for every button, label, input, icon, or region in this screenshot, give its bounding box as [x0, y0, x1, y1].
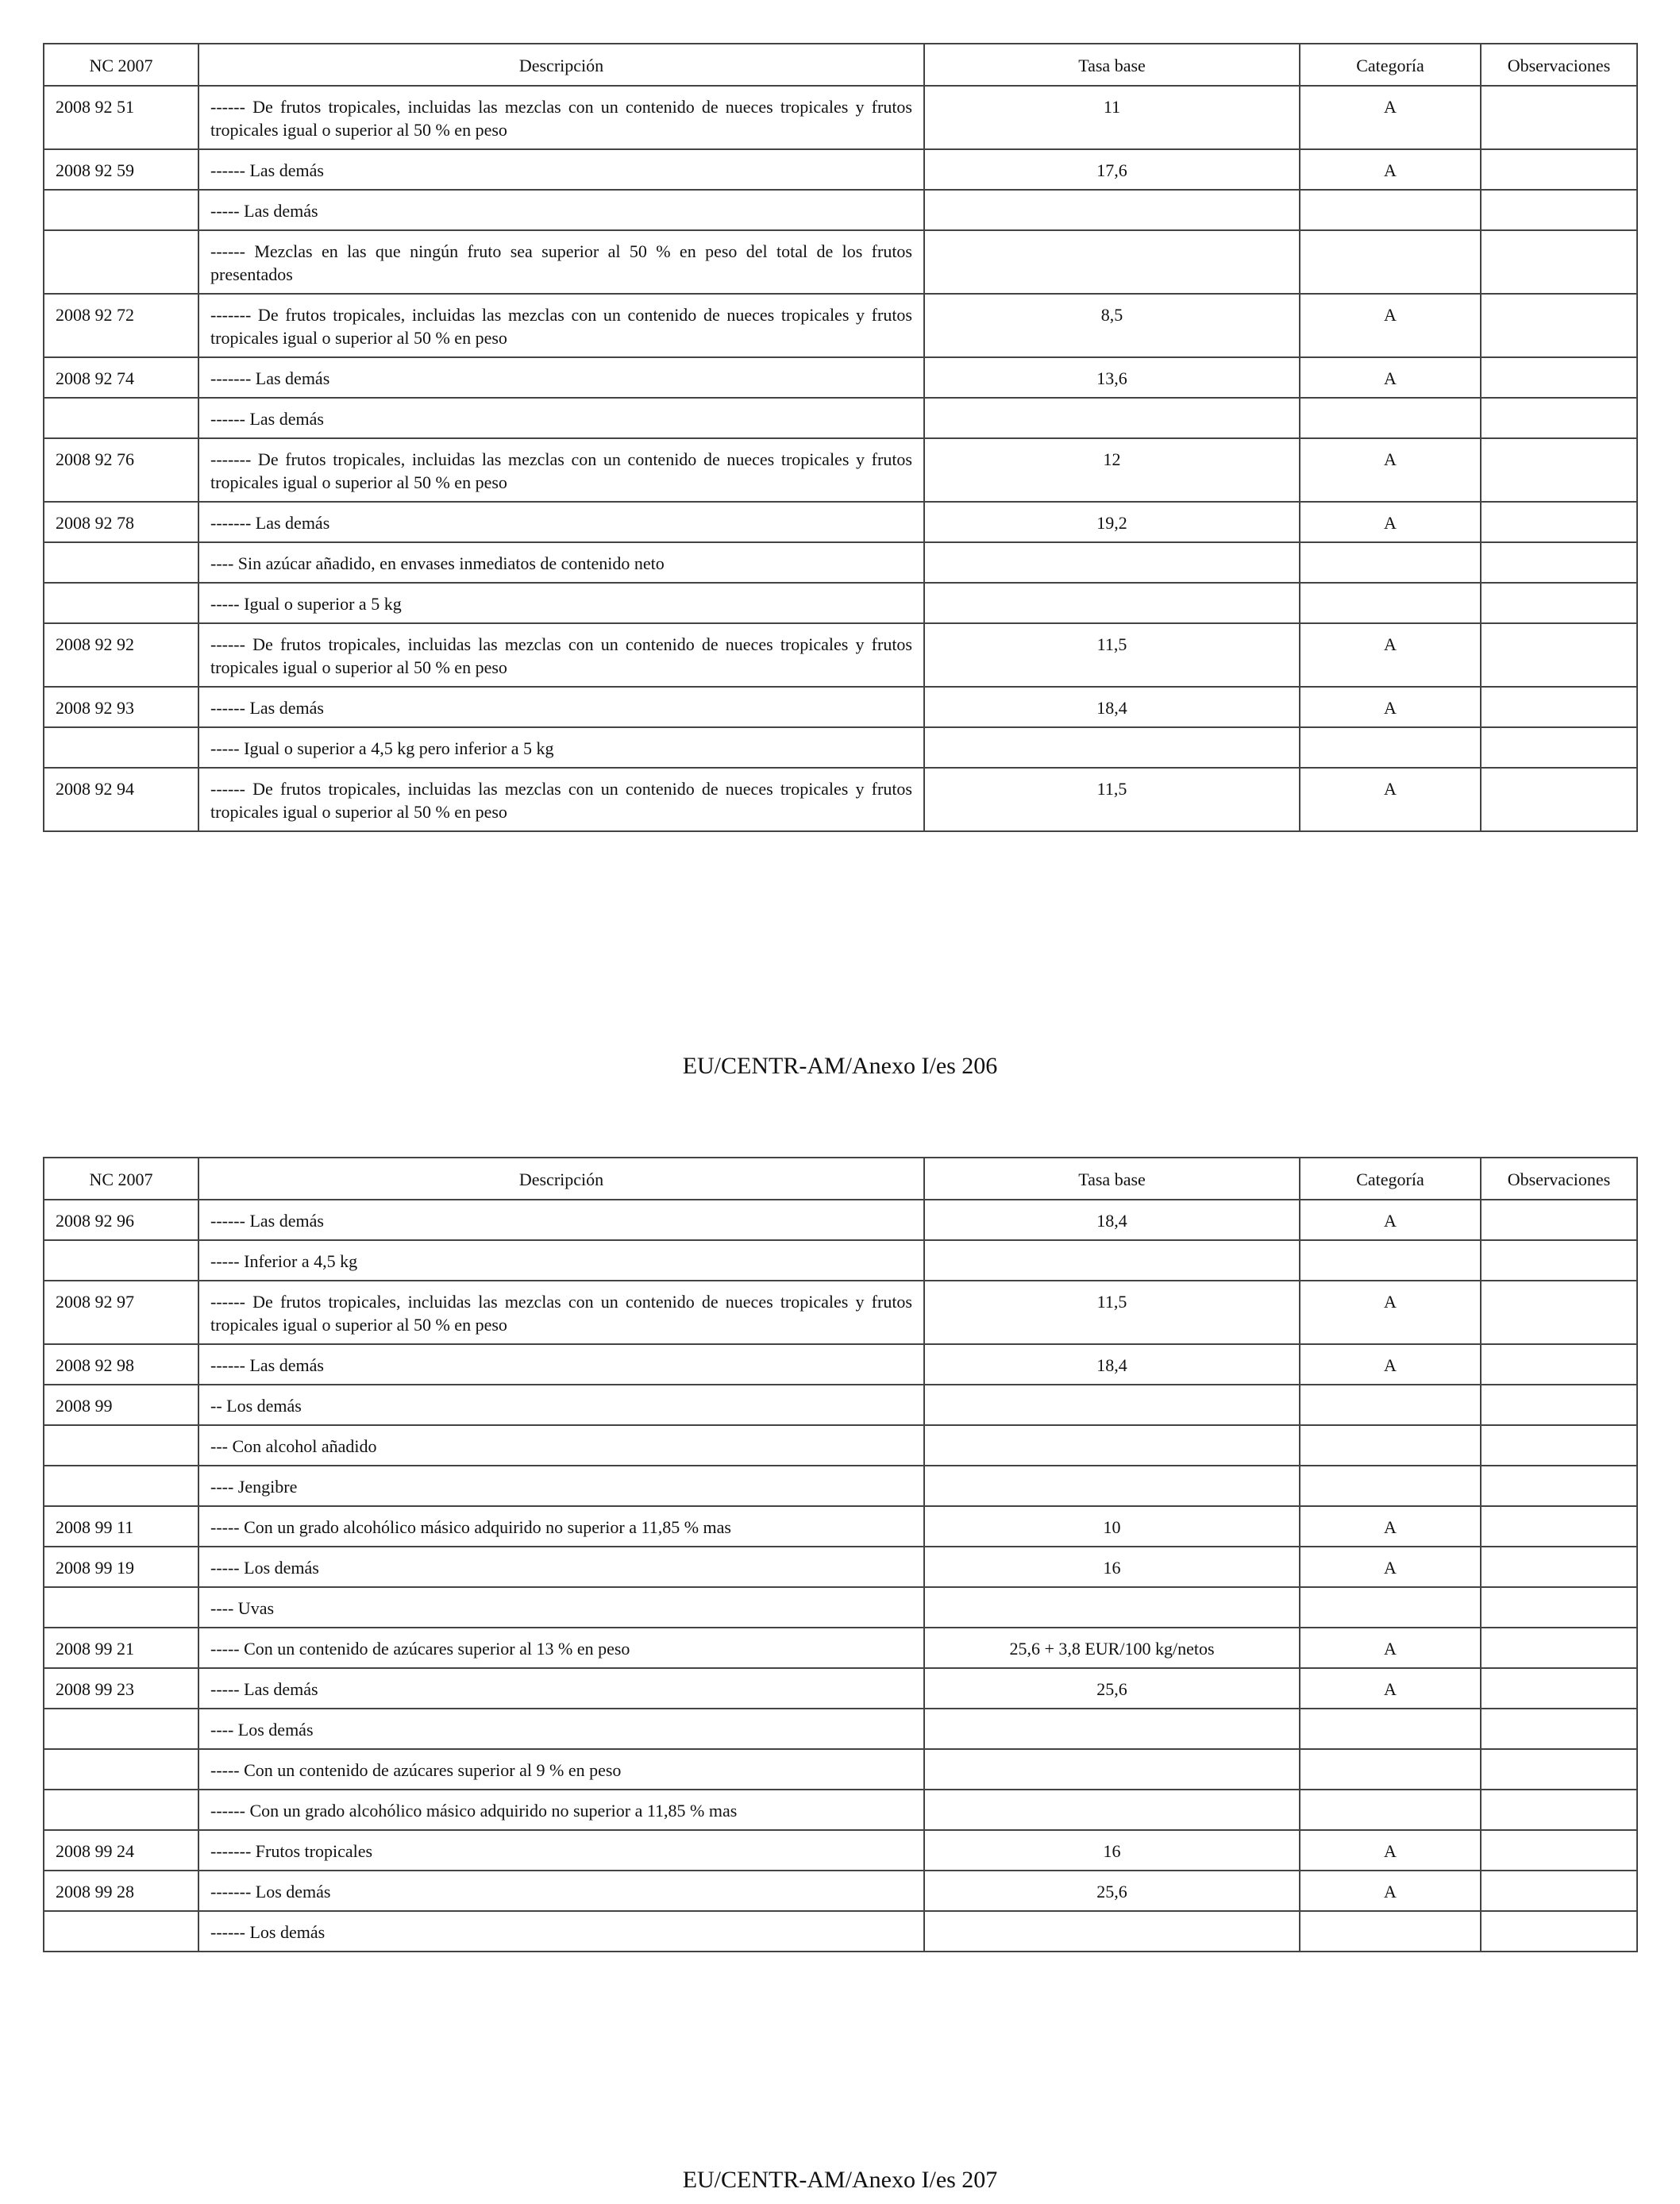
description-cell: ------ Las demás [198, 687, 924, 727]
table-row [44, 768, 1637, 831]
nc-code-cell: 2008 92 94 [44, 768, 198, 831]
table-row [44, 1385, 1637, 1425]
observations-cell [1481, 1466, 1637, 1506]
category-cell [1300, 230, 1481, 294]
observations-cell [1481, 1911, 1637, 1952]
base-rate-cell [924, 727, 1300, 768]
nc-code-cell: 2008 92 51 [44, 86, 198, 149]
category-cell: A [1300, 1830, 1481, 1871]
category-cell [1300, 542, 1481, 583]
category-cell: A [1300, 438, 1481, 502]
observations-cell [1481, 1790, 1637, 1830]
base-rate-cell [924, 1587, 1300, 1628]
nc-code-cell: 2008 99 28 [44, 1871, 198, 1911]
category-cell [1300, 1911, 1481, 1952]
nc-code-cell: 2008 99 21 [44, 1628, 198, 1668]
nc-code-cell: 2008 99 11 [44, 1506, 198, 1547]
observations-cell [1481, 1281, 1637, 1344]
table-row [44, 230, 1637, 294]
category-cell [1300, 583, 1481, 623]
category-cell [1300, 727, 1481, 768]
nc-code-cell: 2008 92 59 [44, 149, 198, 190]
observations-cell [1481, 687, 1637, 727]
description-cell: ------ De frutos tropicales, incluidas las mezclas con un contenido de nueces tropicales y frutos tropicales igual o superior al 50 % en peso [198, 86, 924, 149]
nc-code-cell [44, 542, 198, 583]
table-body [44, 1200, 1637, 1952]
header-observaciones: Observaciones [1481, 1158, 1637, 1200]
table-row [44, 727, 1637, 768]
description-cell: ------- Las demás [198, 357, 924, 398]
observations-cell [1481, 149, 1637, 190]
nc-code-cell: 2008 92 72 [44, 294, 198, 357]
base-rate-cell [924, 1240, 1300, 1281]
description-cell: ------ De frutos tropicales, incluidas las mezclas con un contenido de nueces tropicales y frutos tropicales igual o superior al 50 % en peso [198, 768, 924, 831]
base-rate-cell: 12 [924, 438, 1300, 502]
base-rate-cell [924, 190, 1300, 230]
observations-cell [1481, 1547, 1637, 1587]
category-cell: A [1300, 86, 1481, 149]
table-row [44, 398, 1637, 438]
nc-code-cell [44, 398, 198, 438]
category-cell: A [1300, 1281, 1481, 1344]
table-row [44, 1668, 1637, 1709]
description-cell: ------ De frutos tropicales, incluidas las mezclas con un contenido de nueces tropicales y frutos tropicales igual o superior al 50 % en peso [198, 623, 924, 687]
table-row [44, 1200, 1637, 1240]
description-cell: ------ Las demás [198, 149, 924, 190]
category-cell [1300, 1240, 1481, 1281]
base-rate-cell: 25,6 [924, 1871, 1300, 1911]
category-cell [1300, 398, 1481, 438]
base-rate-cell: 13,6 [924, 357, 1300, 398]
base-rate-cell [924, 230, 1300, 294]
category-cell [1300, 1587, 1481, 1628]
category-cell: A [1300, 687, 1481, 727]
observations-cell [1481, 1871, 1637, 1911]
observations-cell [1481, 1200, 1637, 1240]
base-rate-cell [924, 398, 1300, 438]
base-rate-cell [924, 583, 1300, 623]
table-body [44, 86, 1637, 831]
base-rate-cell [924, 1709, 1300, 1749]
table-row [44, 438, 1637, 502]
table-row [44, 502, 1637, 542]
category-cell [1300, 1709, 1481, 1749]
base-rate-cell [924, 542, 1300, 583]
nc-code-cell: 2008 92 78 [44, 502, 198, 542]
base-rate-cell [924, 1749, 1300, 1790]
observations-cell [1481, 294, 1637, 357]
base-rate-cell: 18,4 [924, 1344, 1300, 1385]
header-categoria: Categoría [1300, 44, 1481, 86]
category-cell: A [1300, 1344, 1481, 1385]
header-nc-2007: NC 2007 [44, 44, 198, 86]
description-cell: ------ Con un grado alcohólico másico adquirido no superior a 11,85 % mas [198, 1790, 924, 1830]
nc-code-cell [44, 1466, 198, 1506]
table-row [44, 687, 1637, 727]
nc-code-cell: 2008 99 23 [44, 1668, 198, 1709]
base-rate-cell: 17,6 [924, 149, 1300, 190]
observations-cell [1481, 1506, 1637, 1547]
category-cell: A [1300, 1506, 1481, 1547]
observations-cell [1481, 1830, 1637, 1871]
description-cell: ------- Las demás [198, 502, 924, 542]
table-row [44, 1425, 1637, 1466]
table-header-row [44, 44, 1637, 86]
description-cell: ----- Con un grado alcohólico másico adquirido no superior a 11,85 % mas [198, 1506, 924, 1547]
observations-cell [1481, 1709, 1637, 1749]
description-cell: ------ Los demás [198, 1911, 924, 1952]
table-row [44, 1911, 1637, 1952]
tariff-table-page-207 [43, 1157, 1638, 1952]
observations-cell [1481, 1344, 1637, 1385]
description-cell: ------- De frutos tropicales, incluidas las mezclas con un contenido de nueces tropicales y frutos tropicales igual o superior al 50 % en peso [198, 294, 924, 357]
table-header-row [44, 1158, 1637, 1200]
description-cell: ------ Las demás [198, 398, 924, 438]
base-rate-cell: 8,5 [924, 294, 1300, 357]
description-cell: -- Los demás [198, 1385, 924, 1425]
description-cell: ---- Sin azúcar añadido, en envases inmediatos de contenido neto [198, 542, 924, 583]
description-cell: ------- De frutos tropicales, incluidas las mezclas con un contenido de nueces tropicales y frutos tropicales igual o superior al 50 % en peso [198, 438, 924, 502]
nc-code-cell [44, 1911, 198, 1952]
table-row [44, 1871, 1637, 1911]
header-observaciones: Observaciones [1481, 44, 1637, 86]
base-rate-cell: 16 [924, 1830, 1300, 1871]
page-footer: EU/CENTR-AM/Anexo I/es 206 [682, 1053, 998, 1079]
description-cell: ------ Mezclas en las que ningún fruto sea superior al 50 % en peso del total de los frutos presentados [198, 230, 924, 294]
category-cell: A [1300, 294, 1481, 357]
description-cell: ----- Los demás [198, 1547, 924, 1587]
observations-cell [1481, 768, 1637, 831]
base-rate-cell: 18,4 [924, 687, 1300, 727]
description-cell: ------- Los demás [198, 1871, 924, 1911]
category-cell: A [1300, 357, 1481, 398]
observations-cell [1481, 583, 1637, 623]
description-cell: ----- Con un contenido de azúcares superior al 13 % en peso [198, 1628, 924, 1668]
base-rate-cell: 11,5 [924, 768, 1300, 831]
table-row [44, 149, 1637, 190]
nc-code-cell: 2008 92 74 [44, 357, 198, 398]
base-rate-cell: 11,5 [924, 1281, 1300, 1344]
base-rate-cell [924, 1466, 1300, 1506]
observations-cell [1481, 1749, 1637, 1790]
header-tasa-base: Tasa base [924, 1158, 1300, 1200]
observations-cell [1481, 1668, 1637, 1709]
category-cell [1300, 1790, 1481, 1830]
nc-code-cell: 2008 99 19 [44, 1547, 198, 1587]
nc-code-cell: 2008 99 24 [44, 1830, 198, 1871]
table-row [44, 1281, 1637, 1344]
tariff-table-page-206 [43, 43, 1638, 832]
base-rate-cell: 11 [924, 86, 1300, 149]
table-row [44, 1466, 1637, 1506]
observations-cell [1481, 190, 1637, 230]
nc-code-cell: 2008 92 76 [44, 438, 198, 502]
header-descripcion: Descripción [198, 1158, 924, 1200]
table-row [44, 1506, 1637, 1547]
observations-cell [1481, 1587, 1637, 1628]
page-footer: EU/CENTR-AM/Anexo I/es 207 [682, 2167, 998, 2193]
observations-cell [1481, 623, 1637, 687]
category-cell: A [1300, 1668, 1481, 1709]
base-rate-cell [924, 1385, 1300, 1425]
nc-code-cell [44, 1240, 198, 1281]
table-row [44, 542, 1637, 583]
base-rate-cell: 19,2 [924, 502, 1300, 542]
observations-cell [1481, 1425, 1637, 1466]
description-cell: ------ Las demás [198, 1344, 924, 1385]
category-cell: A [1300, 149, 1481, 190]
table-row [44, 86, 1637, 149]
base-rate-cell: 10 [924, 1506, 1300, 1547]
base-rate-cell: 25,6 [924, 1668, 1300, 1709]
table-row [44, 1240, 1637, 1281]
observations-cell [1481, 502, 1637, 542]
table-row [44, 1709, 1637, 1749]
header-descripcion: Descripción [198, 44, 924, 86]
base-rate-cell: 18,4 [924, 1200, 1300, 1240]
table-row [44, 294, 1637, 357]
description-cell: ------ Las demás [198, 1200, 924, 1240]
description-cell: --- Con alcohol añadido [198, 1425, 924, 1466]
nc-code-cell [44, 1790, 198, 1830]
table-row [44, 357, 1637, 398]
observations-cell [1481, 398, 1637, 438]
base-rate-cell [924, 1790, 1300, 1830]
observations-cell [1481, 86, 1637, 149]
observations-cell [1481, 1628, 1637, 1668]
description-cell: ----- Las demás [198, 190, 924, 230]
description-cell: ------- Frutos tropicales [198, 1830, 924, 1871]
description-cell: ---- Uvas [198, 1587, 924, 1628]
category-cell: A [1300, 1871, 1481, 1911]
observations-cell [1481, 438, 1637, 502]
nc-code-cell: 2008 92 93 [44, 687, 198, 727]
nc-code-cell: 2008 92 96 [44, 1200, 198, 1240]
base-rate-cell [924, 1911, 1300, 1952]
nc-code-cell [44, 583, 198, 623]
description-cell: ------ De frutos tropicales, incluidas las mezclas con un contenido de nueces tropicales y frutos tropicales igual o superior al 50 % en peso [198, 1281, 924, 1344]
header-nc-2007: NC 2007 [44, 1158, 198, 1200]
table-row [44, 623, 1637, 687]
base-rate-cell [924, 1425, 1300, 1466]
category-cell [1300, 1749, 1481, 1790]
table-row [44, 1344, 1637, 1385]
nc-code-cell [44, 1587, 198, 1628]
description-cell: ---- Los demás [198, 1709, 924, 1749]
category-cell: A [1300, 768, 1481, 831]
category-cell: A [1300, 623, 1481, 687]
description-cell: ----- Igual o superior a 5 kg [198, 583, 924, 623]
category-cell [1300, 1425, 1481, 1466]
nc-code-cell: 2008 92 92 [44, 623, 198, 687]
nc-code-cell: 2008 99 [44, 1385, 198, 1425]
table-row [44, 1749, 1637, 1790]
description-cell: ----- Igual o superior a 4,5 kg pero inferior a 5 kg [198, 727, 924, 768]
base-rate-cell: 11,5 [924, 623, 1300, 687]
table-row [44, 1790, 1637, 1830]
nc-code-cell [44, 1425, 198, 1466]
nc-code-cell [44, 727, 198, 768]
nc-code-cell [44, 1749, 198, 1790]
base-rate-cell: 16 [924, 1547, 1300, 1587]
description-cell: ---- Jengibre [198, 1466, 924, 1506]
category-cell [1300, 190, 1481, 230]
table-row [44, 190, 1637, 230]
description-cell: ----- Inferior a 4,5 kg [198, 1240, 924, 1281]
table-row [44, 1587, 1637, 1628]
description-cell: ----- Con un contenido de azúcares superior al 9 % en peso [198, 1749, 924, 1790]
category-cell: A [1300, 1547, 1481, 1587]
header-categoria: Categoría [1300, 1158, 1481, 1200]
header-tasa-base: Tasa base [924, 44, 1300, 86]
observations-cell [1481, 1385, 1637, 1425]
observations-cell [1481, 357, 1637, 398]
nc-code-cell [44, 1709, 198, 1749]
table-row [44, 1547, 1637, 1587]
nc-code-cell: 2008 92 98 [44, 1344, 198, 1385]
category-cell [1300, 1385, 1481, 1425]
nc-code-cell: 2008 92 97 [44, 1281, 198, 1344]
table-row [44, 583, 1637, 623]
category-cell: A [1300, 1200, 1481, 1240]
observations-cell [1481, 230, 1637, 294]
description-cell: ----- Las demás [198, 1668, 924, 1709]
table-row [44, 1830, 1637, 1871]
category-cell [1300, 1466, 1481, 1506]
table-row [44, 1628, 1637, 1668]
nc-code-cell [44, 230, 198, 294]
observations-cell [1481, 1240, 1637, 1281]
category-cell: A [1300, 502, 1481, 542]
base-rate-cell: 25,6 + 3,8 EUR/100 kg/netos [924, 1628, 1300, 1668]
observations-cell [1481, 727, 1637, 768]
category-cell: A [1300, 1628, 1481, 1668]
observations-cell [1481, 542, 1637, 583]
nc-code-cell [44, 190, 198, 230]
